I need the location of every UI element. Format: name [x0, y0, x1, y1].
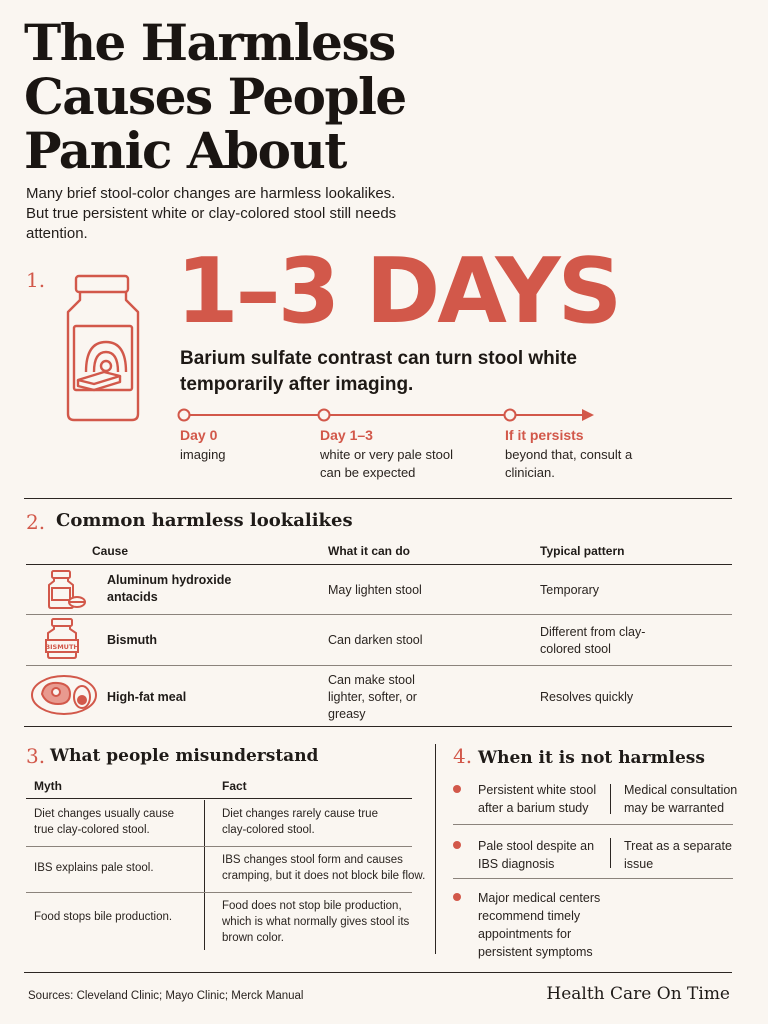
- column-divider: [435, 744, 436, 954]
- table-row-rule: [26, 665, 732, 666]
- section-4-number: 4.: [453, 744, 473, 768]
- warning-2-advice: Treat as a separate issue: [624, 839, 732, 871]
- warning-divider: [610, 838, 611, 868]
- contrast-bottle-icon: [60, 272, 146, 424]
- warning-1-advice: Medical consultation may be warranted: [624, 783, 738, 815]
- warning-1-situation: Persistent white stool after a barium study: [478, 783, 597, 815]
- antacid-bottle-icon: [44, 568, 88, 612]
- section-1-number: 1.: [26, 268, 46, 292]
- barium-description: Barium sulfate contrast can turn stool white temporarily after imaging.: [180, 348, 577, 395]
- timeline-marker-day0: [179, 410, 190, 421]
- table-row-3-effect: Can make stool lighter, softer, or greasy: [328, 673, 417, 721]
- table-header-effect: What it can do: [328, 544, 410, 558]
- table-header-cause: Cause: [92, 544, 129, 558]
- warning-3-situation: Major medical centers recommend timely appointments for persistent symptoms: [478, 891, 601, 959]
- myth-fact-divider: [204, 800, 205, 950]
- divider: [24, 726, 732, 727]
- myth-3: Food stops bile production.: [34, 911, 173, 923]
- warning-row-rule: [453, 824, 733, 825]
- warning-divider: [610, 784, 611, 814]
- high-fat-meal-icon: [30, 672, 100, 718]
- divider: [24, 498, 732, 499]
- warning-2-situation: Pale stool despite an IBS diagnosis: [478, 839, 595, 871]
- table-header-pattern: Typical pattern: [540, 544, 625, 558]
- myth-1: Diet changes usually cause true clay-colored stool.: [34, 808, 174, 836]
- table-row-1-pattern: Temporary: [540, 583, 600, 597]
- myth-fact-rule: [26, 798, 412, 799]
- section-3-title: What people misunderstand: [50, 746, 319, 766]
- timeline-step-day0: Day 0 imaging: [180, 427, 226, 462]
- fact-2: IBS changes stool form and causes cramping, but it does not block bile flow.: [222, 854, 426, 882]
- timeline-marker-day1-3: [319, 410, 330, 421]
- table-row-2-effect: Can darken stool: [328, 633, 423, 647]
- bismuth-label-text: BISMUTH: [45, 643, 79, 651]
- table-row-1-cause: Aluminum hydroxide antacids: [107, 573, 232, 604]
- brand-logo-text: Health Care On Time: [546, 984, 730, 1004]
- table-header-rule: [26, 564, 732, 565]
- divider: [24, 972, 732, 973]
- warning-row-rule: [453, 878, 733, 879]
- fact-header: Fact: [222, 779, 247, 793]
- warning-bullet: [453, 893, 461, 901]
- intro-text: Many brief stool-color changes are harmless lookalikes. But true persistent white or clay-colored stool still needs attention.: [26, 185, 397, 242]
- table-row-2-pattern: Different from clay-colored stool: [540, 625, 646, 656]
- fact-3: Food does not stop bile production, which is what normally gives stool its brown color.: [222, 900, 410, 944]
- duration-headline: 1–3 DAYS: [176, 239, 620, 344]
- myth-header: Myth: [34, 779, 62, 793]
- section-4-title: When it is not harmless: [478, 748, 705, 768]
- timeline-step-day1-3: Day 1–3 white or very pale stool can be expected: [320, 427, 453, 480]
- page-title: The Harmless Causes People Panic About: [24, 13, 406, 180]
- section-3-number: 3.: [26, 744, 46, 768]
- timeline-arrow: [176, 404, 600, 426]
- section-2-title: Common harmless lookalikes: [56, 510, 353, 531]
- sources-text: Sources: Cleveland Clinic; Mayo Clinic; Merck Manual: [28, 990, 304, 1002]
- warning-bullet: [453, 785, 461, 793]
- fact-1: Diet changes rarely cause true clay-colored stool.: [222, 808, 378, 836]
- table-row-3-cause: High-fat meal: [107, 690, 187, 704]
- table-row-rule: [26, 614, 732, 615]
- myth-fact-row-rule: [26, 846, 412, 847]
- table-row-3-pattern: Resolves quickly: [540, 690, 634, 704]
- table-row-2-cause: Bismuth: [107, 633, 157, 647]
- warning-bullet: [453, 841, 461, 849]
- table-row-1-effect: May lighten stool: [328, 583, 422, 597]
- timeline-marker-persists: [505, 410, 516, 421]
- myth-2: IBS explains pale stool.: [34, 862, 154, 874]
- timeline-step-persists: If it persists beyond that, consult a clinician.: [505, 427, 633, 480]
- myth-fact-row-rule: [26, 892, 412, 893]
- section-2-number: 2.: [26, 510, 46, 534]
- bismuth-bottle-icon: [42, 616, 82, 662]
